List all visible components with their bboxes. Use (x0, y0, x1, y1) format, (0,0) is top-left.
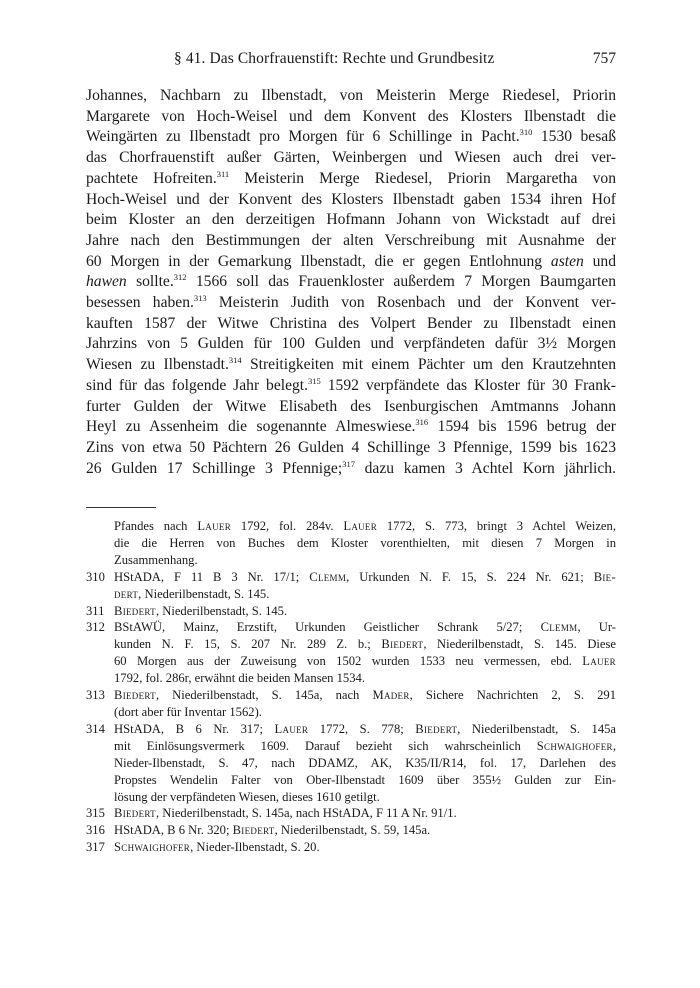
text-line: Zins von etwa 50 Pächtern 26 Gulden 4 Schillinge 3 Pfennige, 1599 bis 1623 (86, 438, 616, 456)
footnote-ref[interactable]: 317 (342, 458, 355, 469)
footnote-divider (86, 507, 156, 508)
footnote-number: 311 (86, 603, 105, 618)
footnote-ref[interactable]: 316 (415, 417, 429, 428)
text-line: Wiesen zu Ilbenstadt.$^{314}$ Streitigkeiten mit einem Pächter um den Krautzehnten (86, 355, 616, 374)
footnote-310: 310 HStADA, F 11 B 3 Nr. 17/1; Clemm, Urkunden N. F. 15, S. 224 Nr. 621; Bie- dert, Niederilbenstadt, S. 145. (86, 569, 616, 601)
text-line: Jahre nach den Bestimmungen der alten Verschreibung mit Ausnahme der (86, 231, 616, 249)
page-number: 757 (592, 50, 616, 67)
text-line: Margarete von Hoch-Weisel und dem Konvent des Klosters Ilbenstadt die (86, 107, 616, 125)
text-line: Heyl zu Assenheim die sogenannte Almeswiese.$^{316}$ 1594 bis 1596 betrug der (86, 417, 616, 436)
running-header (86, 50, 616, 72)
text-line: besessen haben.$^{313}$ Meisterin Judith von Rosenbach und der Konvent ver- (86, 293, 616, 312)
text-line: 26 Gulden 17 Schillinge 3 Pfennige;$^{317}$ dazu kamen 3 Achtel Korn jährlich. (86, 458, 617, 477)
text-line: Hoch-Weisel und der Konvent des Klosters Ilbenstadt gaben 1534 ihren Hof (86, 190, 616, 208)
footnote-ref[interactable]: 313 (193, 293, 207, 304)
footnote-315: 315 Biedert, Niederilbenstadt, S. 145a, nach HStADA, F 11 A Nr. 91/1. (86, 806, 457, 821)
footnote-number: 316 (86, 823, 105, 838)
text-line: Jahrzins von 5 Gulden für 100 Gulden und verpfändeten dafür 3½ Morgen (86, 335, 616, 353)
footnote-317: 317 Schwaighofer, Nieder-Ilbenstadt, S. 20. (86, 840, 320, 855)
footnote-continuation: Pfandes nach Lauer 1792, fol. 284v. Lauer 1772, S. 773, bringt 3 Achtel Weizen, die die Herren von Buches dem Kloster vorenthielten, mit diesen 7 Morgen in Zusammenhang. (114, 519, 616, 567)
footnote-314: 314 HStADA, B 6 Nr. 317; Lauer 1772, S. 778; Biedert, Niederilbenstadt, S. 145a mit Einlösungsvermerk 1609. Darauf bezieht sich wahrscheinlich Schwaighofer, Nieder-Ilbenstadt, S. 47, nach DDAMZ, AK, K35/II/R14, fol. 17, Darlehen des Propstes Wendelin Falter von Ober-Ilbenstadt 1609 über 355½ Gulden zur Ein- lösung der verpfändeten Wiesen, dieses 1610 getilgt. (86, 721, 617, 804)
footnote-313: 313 Biedert, Niederilbenstadt, S. 145a, nach Mader, Sichere Nachrichten 2, S. 291 (dort aber für Inventar 1562). (86, 688, 616, 719)
text-line: hawen sollte.$^{312}$ 1566 soll das Frauenkloster außerdem 7 Morgen Baumgarten (86, 272, 617, 291)
text-line: furter Gulden der Witwe Elisabeth des Isenburgischen Amtmanns Johann (86, 397, 616, 415)
footnote-number: 312 (86, 620, 105, 635)
text-line: beim Kloster an den derzeitigen Hofmann Johann von Wickstadt auf drei (86, 211, 616, 229)
footnote-number: 310 (86, 569, 105, 584)
text-line: Johannes, Nachbarn zu Ilbenstadt, von Meisterin Merge Riedesel, Priorin (86, 87, 616, 104)
text-line: das Chorfrauenstift außer Gärten, Weinbergen und Wiesen auch drei ver- (86, 149, 616, 167)
footnote-number: 317 (86, 840, 105, 855)
text-line: sind für das folgende Jahr belegt.$^{315}$ 1592 verpfändete das Kloster für 30 Frank- (86, 375, 616, 394)
text-line: 60 Morgen in der Gemarkung Ilbenstadt, die er gegen Entlohnung asten und (86, 252, 617, 270)
footnote-ref[interactable]: 314 (228, 355, 242, 366)
footnote-316: 316 HStADA, B 6 Nr. 320; Biedert, Niederilbenstadt, S. 59, 145a. (86, 823, 431, 838)
footnote-ref[interactable]: 310 (519, 127, 533, 138)
footnote-number: 313 (86, 688, 105, 703)
main-text (86, 86, 616, 479)
footnote-number: 314 (86, 721, 105, 736)
footnote-311: 311 Biedert, Niederilbenstadt, S. 145. (86, 603, 288, 618)
text-line: kauften 1587 der Witwe Christina des Volpert Bender zu Ilbenstadt einen (86, 314, 616, 332)
text-line: pachtete Hofreiten.$^{311}$ Meisterin Merge Riedesel, Priorin Margaretha von (86, 168, 616, 187)
italic-term: hawen (86, 273, 127, 291)
footnote-ref[interactable]: 315 (308, 375, 321, 386)
running-header-title: § 41. Das Chorfrauenstift: Rechte und Grundbesitz (174, 50, 495, 67)
footnote-number: 315 (86, 806, 105, 821)
footnotes (86, 518, 616, 856)
text-line: Weingärten zu Ilbenstadt pro Morgen für 6 Schillinge in Pacht.$^{310}$ 1530 besaß (86, 127, 616, 146)
footnote-312: 312 BStAWÜ, Mainz, Erzstift, Urkunden Geistlicher Schrank 5/27; Clemm, Ur- kunden N. F. 15, S. 207 Nr. 289 Z. b.; Biedert, Niederilbenstadt, S. 145. Diese 60 Morgen aus der Zuweisung von 1502 wurden 1533 neu vermessen, ebd. Lauer 1792, fol. 286r, erwähnt die beiden Mansen 1534. (86, 620, 617, 686)
footnote-ref[interactable]: 311 (216, 168, 230, 179)
footnote-ref[interactable]: 312 (173, 272, 187, 283)
italic-term: asten (550, 252, 584, 270)
